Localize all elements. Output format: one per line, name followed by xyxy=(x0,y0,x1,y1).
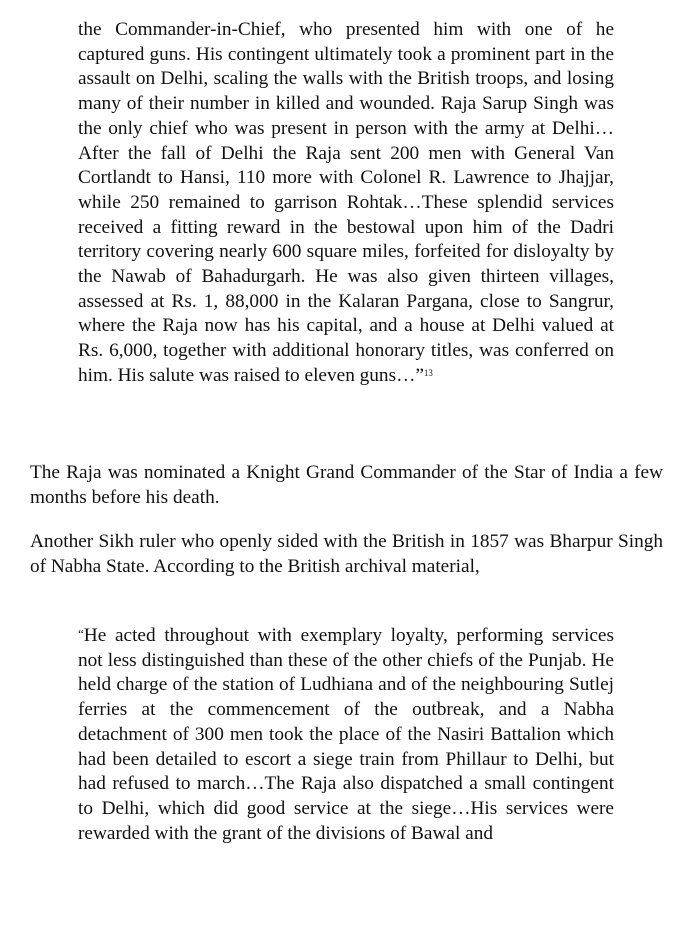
paragraph-knight-grand-commander: The Raja was nominated a Knight Grand Commander of the Star of India a few months before his death. xyxy=(30,462,663,508)
quote-text: He acted throughout with exemplary loyalty, performing services not less distinguished than these of the other chiefs of the Punjab. He held charge of the station of Ludhiana and of the neighbouring Sutlej ferries at the commencement of the outbreak, and a Nabha detachment of 300 men took the place of the Nasiri Battalion which had been detailed to escort a siege train from Phillaur to Delhi, but had refused to march…The Raja also dispatched a small contingent to Delhi, which did good service at the siege…His services were rewarded with the grant of the divisions of Bawal and xyxy=(78,625,614,844)
open-quote-mark: “ xyxy=(78,626,84,641)
block-quote-bharpur-singh xyxy=(78,622,614,846)
block-quote-sarup-singh xyxy=(78,18,614,389)
footnote-marker: 13 xyxy=(423,367,433,378)
paragraph-nabha-state: Another Sikh ruler who openly sided with the British in 1857 was Bharpur Singh of Nabha State. According to the British archival material, xyxy=(30,531,663,577)
quote-text: the Commander-in-Chief, who presented him with one of he captured guns. His contingent ultimately took a prominent part in the assault on Delhi, scaling the walls with the British troops, and losing many of their number in killed and wounded. Raja Sarup Singh was the only chief who was present in person with the army at Delhi…After the fall of Delhi the Raja sent 200 men with General Van Cortlandt to Hansi, 110 more with Colonel R. Lawrence to Jhajjar, while 250 remained to garrison Rohtak…These splendid services received a fitting reward in the bestowal upon him of the Dadri territory covering nearly 600 square miles, forfeited for disloyalty by the Nawab of Bahadurgarh. He was also given thirteen villages, assessed at Rs. 1, 88,000 in the Kalaran Pargana, close to Sangrur, where the Raja now has his capital, and a house at Delhi valued at Rs. 6,000, together with additional honorary titles, was conferred on him. His salute was raised to eleven guns…” xyxy=(78,19,614,386)
